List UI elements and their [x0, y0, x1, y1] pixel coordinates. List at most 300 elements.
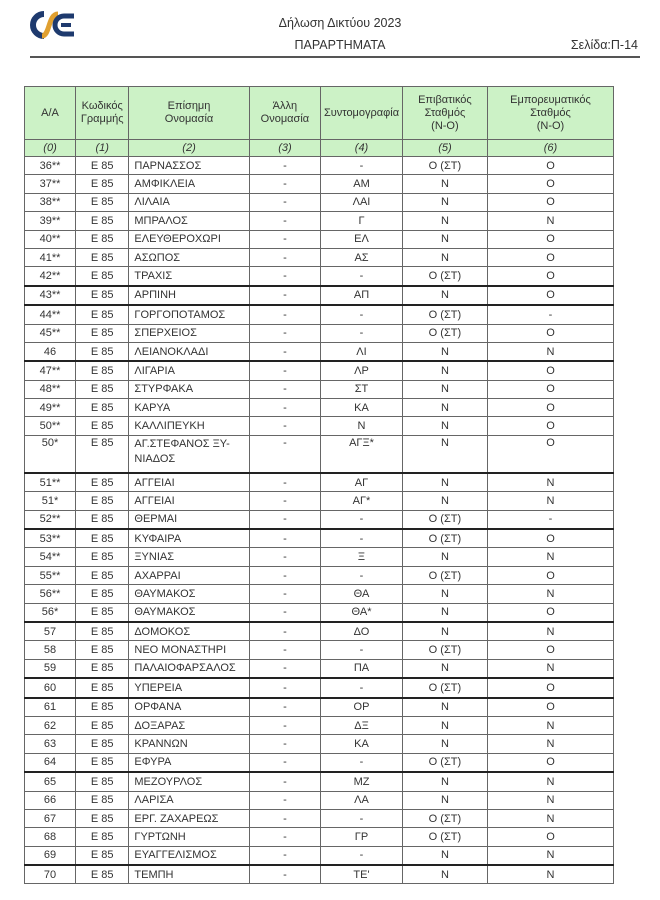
other-name-cell: -	[249, 342, 320, 361]
other-name-cell: -	[249, 473, 320, 492]
line-code-cell: Ε 85	[76, 828, 129, 846]
line-code-cell: Ε 85	[76, 157, 129, 175]
abbreviation-cell: ΛΑ	[321, 791, 403, 809]
column-header-freight-station	[487, 87, 613, 140]
official-name-cell: ΜΕΖΟΥΡΛΟΣ	[129, 772, 249, 791]
freight-cell: Ν	[487, 342, 613, 361]
official-name-cell: ΞΥΝΙΑΣ	[129, 548, 249, 566]
aa-cell: 49**	[25, 399, 76, 417]
table-row	[25, 342, 614, 361]
passenger-cell: Ν	[402, 248, 487, 266]
freight-cell: Ν	[487, 791, 613, 809]
column-header-aa	[25, 87, 76, 140]
table-row	[25, 324, 614, 342]
passenger-cell: Ν	[402, 230, 487, 248]
table-row	[25, 622, 614, 641]
abbreviation-cell: -	[321, 641, 403, 659]
column-header-text: Άλλη	[272, 100, 298, 112]
column-header-official-name	[129, 87, 249, 140]
passenger-cell: Ν	[402, 212, 487, 230]
column-header-text: Επιβατικός	[418, 93, 472, 106]
passenger-cell: Ν	[402, 846, 487, 865]
freight-cell: Ν	[487, 548, 613, 566]
other-name-cell: -	[249, 175, 320, 193]
column-index-passenger-station: (5)	[402, 140, 487, 157]
freight-cell: Ν	[487, 492, 613, 510]
other-name-cell: -	[249, 772, 320, 791]
table-row	[25, 267, 614, 286]
line-code-cell: Ε 85	[76, 809, 129, 827]
abbreviation-cell: ΚΑ	[321, 735, 403, 753]
aa-cell: 42**	[25, 267, 76, 286]
passenger-cell: Ν	[402, 492, 487, 510]
official-name-cell: ΣΠΕΡΧΕΙΟΣ	[129, 324, 249, 342]
aa-cell: 46	[25, 342, 76, 361]
passenger-cell: Ν	[402, 865, 487, 884]
official-name-cell: ΓΟΡΓΟΠΟΤΑΜΟΣ	[129, 305, 249, 324]
line-code-cell: Ε 85	[76, 865, 129, 884]
official-name-cell: ΑΓΓΕΙΑΙ	[129, 492, 249, 510]
index-row	[25, 140, 614, 157]
column-index-official-name: (2)	[129, 140, 249, 157]
aa-cell: 39**	[25, 212, 76, 230]
aa-cell: 48**	[25, 380, 76, 398]
line-code-cell: Ε 85	[76, 735, 129, 753]
column-header-text: Ονομασία	[164, 113, 214, 125]
other-name-cell: -	[249, 585, 320, 603]
official-name-cell: ΟΡΦΑΝΑ	[129, 698, 249, 717]
line-code-cell: Ε 85	[76, 566, 129, 584]
table-row	[25, 417, 614, 435]
column-header-text: Σταθμός	[424, 106, 466, 119]
column-header-text: Α/Α	[41, 106, 59, 119]
abbreviation-cell: ΛΑΙ	[321, 193, 403, 211]
abbreviation-cell: ΛΡ	[321, 361, 403, 380]
aa-cell: 36**	[25, 157, 76, 175]
line-code-cell: Ε 85	[76, 248, 129, 266]
other-name-cell: -	[249, 828, 320, 846]
line-code-cell: Ε 85	[76, 510, 129, 529]
other-name-cell: -	[249, 399, 320, 417]
line-code-cell: Ε 85	[76, 772, 129, 791]
passenger-cell: Ο (ΣΤ)	[402, 641, 487, 659]
official-name-cell: ΛΕΙΑΝΟΚΛΑΔΙ	[129, 342, 249, 361]
passenger-cell: Ν	[402, 716, 487, 734]
official-name-cell: ΘΑΥΜΑΚΟΣ	[129, 585, 249, 603]
abbreviation-cell: ΕΛ	[321, 230, 403, 248]
other-name-cell: -	[249, 566, 320, 584]
official-name-cell: ΤΡΑΧΙΣ	[129, 267, 249, 286]
freight-cell: Ν	[487, 735, 613, 753]
column-header-text: (Ν-Ο)	[536, 119, 565, 132]
aa-cell: 61	[25, 698, 76, 717]
freight-cell: Ν	[487, 212, 613, 230]
passenger-cell: Ν	[402, 361, 487, 380]
abbreviation-cell: ΠΑ	[321, 659, 403, 678]
aa-cell: 44**	[25, 305, 76, 324]
official-name-cell: ΛΑΡΙΣΑ	[129, 791, 249, 809]
freight-cell: Ν	[487, 846, 613, 865]
passenger-cell: Ο (ΣΤ)	[402, 324, 487, 342]
passenger-cell: Ν	[402, 791, 487, 809]
passenger-cell: Ν	[402, 735, 487, 753]
aa-cell: 66	[25, 791, 76, 809]
table-row	[25, 846, 614, 865]
other-name-cell: -	[249, 157, 320, 175]
other-name-cell: -	[249, 865, 320, 884]
line-code-cell: Ε 85	[76, 641, 129, 659]
official-name-cell: ΔΟΞΑΡΑΣ	[129, 716, 249, 734]
line-code-cell: Ε 85	[76, 585, 129, 603]
freight-cell: Ο	[487, 248, 613, 266]
passenger-cell: Ν	[402, 622, 487, 641]
line-code-cell: Ε 85	[76, 791, 129, 809]
freight-cell: Ν	[487, 473, 613, 492]
line-code-cell: Ε 85	[76, 417, 129, 435]
table-row	[25, 809, 614, 827]
aa-cell: 40**	[25, 230, 76, 248]
table-row	[25, 230, 614, 248]
official-name-cell: ΑΡΠΙΝΗ	[129, 286, 249, 305]
passenger-cell: Ν	[402, 286, 487, 305]
table-row	[25, 492, 614, 510]
official-name-cell: ΚΑΡΥΑ	[129, 399, 249, 417]
freight-cell: Ο	[487, 361, 613, 380]
other-name-cell: -	[249, 659, 320, 678]
passenger-cell: Ν	[402, 473, 487, 492]
line-code-cell: Ε 85	[76, 678, 129, 697]
freight-cell: Ν	[487, 809, 613, 827]
abbreviation-cell: ΑΓ	[321, 473, 403, 492]
aa-cell: 67	[25, 809, 76, 827]
freight-cell: Ο	[487, 193, 613, 211]
line-code-cell: Ε 85	[76, 399, 129, 417]
table-row	[25, 585, 614, 603]
table-row	[25, 380, 614, 398]
other-name-cell: -	[249, 230, 320, 248]
abbreviation-cell: -	[321, 510, 403, 529]
column-header-other-name	[249, 87, 320, 140]
passenger-cell: Ν	[402, 698, 487, 717]
aa-cell: 65	[25, 772, 76, 791]
passenger-cell: Ν	[402, 659, 487, 678]
table-row	[25, 548, 614, 566]
table-row	[25, 473, 614, 492]
table-body	[25, 157, 614, 884]
line-code-cell: Ε 85	[76, 342, 129, 361]
official-name-cell: ΔΟΜΟΚΟΣ	[129, 622, 249, 641]
other-name-cell: -	[249, 492, 320, 510]
official-name-cell: ΚΡΑΝΝΩΝ	[129, 735, 249, 753]
passenger-cell: Ν	[402, 772, 487, 791]
other-name-cell: -	[249, 380, 320, 398]
line-code-cell: Ε 85	[76, 492, 129, 510]
freight-cell: -	[487, 510, 613, 529]
column-index-abbreviation: (4)	[321, 140, 403, 157]
other-name-cell: -	[249, 305, 320, 324]
line-code-cell: Ε 85	[76, 193, 129, 211]
abbreviation-cell: -	[321, 678, 403, 697]
freight-cell: Ο	[487, 435, 613, 473]
abbreviation-cell: ΑΜ	[321, 175, 403, 193]
aa-cell: 63	[25, 735, 76, 753]
table-row	[25, 435, 614, 473]
passenger-cell: Ο (ΣΤ)	[402, 809, 487, 827]
table-row	[25, 791, 614, 809]
table-row	[25, 212, 614, 230]
passenger-cell: Ν	[402, 585, 487, 603]
line-code-cell: Ε 85	[76, 286, 129, 305]
document-subtitle: ΠΑΡΑΡΤΗΜΑΤΑ	[294, 38, 386, 52]
abbreviation-cell: ΓΡ	[321, 828, 403, 846]
official-name-cell: ΚΥΦΑΙΡΑ	[129, 529, 249, 548]
line-code-cell: Ε 85	[76, 716, 129, 734]
table-row	[25, 659, 614, 678]
aa-cell: 68	[25, 828, 76, 846]
freight-cell: Ο	[487, 566, 613, 584]
passenger-cell: Ν	[402, 399, 487, 417]
aa-cell: 55**	[25, 566, 76, 584]
aa-cell: 70	[25, 865, 76, 884]
other-name-cell: -	[249, 716, 320, 734]
table-row	[25, 698, 614, 717]
other-name-cell: -	[249, 248, 320, 266]
table-row	[25, 641, 614, 659]
official-name-cell: ΓΥΡΤΩΝΗ	[129, 828, 249, 846]
line-code-cell: Ε 85	[76, 603, 129, 622]
aa-cell: 43**	[25, 286, 76, 305]
passenger-cell: Ν	[402, 417, 487, 435]
official-name-cell: ΑΓ.ΣΤΕΦΑΝΟΣ ΞΥ-ΝΙΑΔΟΣ	[129, 435, 249, 473]
passenger-cell: Ν	[402, 193, 487, 211]
passenger-cell: Ο (ΣΤ)	[402, 267, 487, 286]
abbreviation-cell: Ξ	[321, 548, 403, 566]
other-name-cell: -	[249, 622, 320, 641]
passenger-cell: Ν	[402, 435, 487, 473]
abbreviation-cell: -	[321, 324, 403, 342]
official-name-cell: ΛΙΓΑΡΙΑ	[129, 361, 249, 380]
abbreviation-cell: Γ	[321, 212, 403, 230]
passenger-cell: Ο (ΣΤ)	[402, 510, 487, 529]
official-name-cell: ΕΡΓ. ΖΑΧΑΡΕΩΣ	[129, 809, 249, 827]
freight-cell: Ο	[487, 603, 613, 622]
line-code-cell: Ε 85	[76, 230, 129, 248]
abbreviation-cell: ΑΓΞ*	[321, 435, 403, 473]
other-name-cell: -	[249, 791, 320, 809]
line-code-cell: Ε 85	[76, 659, 129, 678]
column-header-text: Συντομογραφία	[323, 106, 400, 119]
aa-cell: 37**	[25, 175, 76, 193]
stations-table	[24, 86, 614, 884]
official-name-cell: ΣΤΥΡΦΑΚΑ	[129, 380, 249, 398]
table-row	[25, 716, 614, 734]
line-code-cell: Ε 85	[76, 361, 129, 380]
column-header-text: Γραμμής	[80, 113, 124, 125]
other-name-cell: -	[249, 510, 320, 529]
abbreviation-cell: ΘΑ*	[321, 603, 403, 622]
freight-cell: Ο	[487, 698, 613, 717]
abbreviation-cell: -	[321, 809, 403, 827]
column-header-passenger-station	[402, 87, 487, 140]
column-header-text: Επίσημη	[167, 100, 211, 112]
abbreviation-cell: -	[321, 267, 403, 286]
header-divider	[30, 56, 640, 58]
other-name-cell: -	[249, 193, 320, 211]
other-name-cell: -	[249, 324, 320, 342]
table-row	[25, 286, 614, 305]
header-row	[25, 87, 614, 140]
table-row	[25, 399, 614, 417]
line-code-cell: Ε 85	[76, 380, 129, 398]
other-name-cell: -	[249, 417, 320, 435]
table-row	[25, 678, 614, 697]
freight-cell: Ο	[487, 324, 613, 342]
official-name-cell: ΜΠΡΑΛΟΣ	[129, 212, 249, 230]
line-code-cell: Ε 85	[76, 753, 129, 772]
abbreviation-cell: ΛΙ	[321, 342, 403, 361]
freight-cell: Ο	[487, 380, 613, 398]
official-name-cell: ΑΧΑΡΡΑΙ	[129, 566, 249, 584]
passenger-cell: Ν	[402, 380, 487, 398]
aa-cell: 58	[25, 641, 76, 659]
column-index-line-code: (1)	[76, 140, 129, 157]
other-name-cell: -	[249, 735, 320, 753]
aa-cell: 51**	[25, 473, 76, 492]
passenger-cell: Ο (ΣΤ)	[402, 753, 487, 772]
aa-cell: 50**	[25, 417, 76, 435]
freight-cell: Ν	[487, 622, 613, 641]
table-row	[25, 735, 614, 753]
freight-cell: Ν	[487, 585, 613, 603]
abbreviation-cell: -	[321, 566, 403, 584]
freight-cell: Ο	[487, 399, 613, 417]
table-row	[25, 753, 614, 772]
aa-cell: 57	[25, 622, 76, 641]
line-code-cell: Ε 85	[76, 846, 129, 865]
abbreviation-cell: ΜΖ	[321, 772, 403, 791]
passenger-cell: Ν	[402, 548, 487, 566]
freight-cell: Ο	[487, 641, 613, 659]
passenger-cell: Ν	[402, 175, 487, 193]
aa-cell: 50*	[25, 435, 76, 473]
other-name-cell: -	[249, 548, 320, 566]
line-code-cell: Ε 85	[76, 175, 129, 193]
line-code-cell: Ε 85	[76, 435, 129, 473]
line-code-cell: Ε 85	[76, 548, 129, 566]
aa-cell: 56**	[25, 585, 76, 603]
passenger-cell: Ν	[402, 342, 487, 361]
official-name-cell: ΕΦΥΡΑ	[129, 753, 249, 772]
document-title: Δήλωση Δικτύου 2023	[278, 16, 402, 30]
line-code-cell: Ε 85	[76, 212, 129, 230]
freight-cell: Ο	[487, 678, 613, 697]
freight-cell: Ν	[487, 772, 613, 791]
line-code-cell: Ε 85	[76, 305, 129, 324]
abbreviation-cell: ΤΕ'	[321, 865, 403, 884]
line-code-cell: Ε 85	[76, 698, 129, 717]
official-name-cell: ΑΓΓΕΙΑΙ	[129, 473, 249, 492]
other-name-cell: -	[249, 603, 320, 622]
aa-cell: 38**	[25, 193, 76, 211]
other-name-cell: -	[249, 698, 320, 717]
passenger-cell: Ο (ΣΤ)	[402, 566, 487, 584]
aa-cell: 59	[25, 659, 76, 678]
column-index-aa: (0)	[25, 140, 76, 157]
aa-cell: 64	[25, 753, 76, 772]
abbreviation-cell: -	[321, 157, 403, 175]
other-name-cell: -	[249, 267, 320, 286]
other-name-cell: -	[249, 361, 320, 380]
aa-cell: 69	[25, 846, 76, 865]
official-name-cell: ΠΑΡΝΑΣΣΟΣ	[129, 157, 249, 175]
abbreviation-cell: ΑΠ	[321, 286, 403, 305]
official-name-cell: ΑΜΦΙΚΛΕΙΑ	[129, 175, 249, 193]
aa-cell: 54**	[25, 548, 76, 566]
official-name-cell: ΚΑΛΛΙΠΕΥΚΗ	[129, 417, 249, 435]
other-name-cell: -	[249, 286, 320, 305]
freight-cell: Ο	[487, 417, 613, 435]
freight-cell: Ν	[487, 716, 613, 734]
abbreviation-cell: ΣΤ	[321, 380, 403, 398]
freight-cell: -	[487, 305, 613, 324]
line-code-cell: Ε 85	[76, 529, 129, 548]
abbreviation-cell: ΑΣ	[321, 248, 403, 266]
aa-cell: 60	[25, 678, 76, 697]
abbreviation-cell: ΘΑ	[321, 585, 403, 603]
abbreviation-cell: ΔΞ	[321, 716, 403, 734]
table-row	[25, 193, 614, 211]
freight-cell: Ο	[487, 828, 613, 846]
official-name-cell: ΛΙΛΑΙΑ	[129, 193, 249, 211]
official-name-cell: ΘΑΥΜΑΚΟΣ	[129, 603, 249, 622]
aa-cell: 52**	[25, 510, 76, 529]
table-row	[25, 772, 614, 791]
other-name-cell: -	[249, 753, 320, 772]
passenger-cell: Ο (ΣΤ)	[402, 305, 487, 324]
abbreviation-cell: -	[321, 305, 403, 324]
other-name-cell: -	[249, 678, 320, 697]
abbreviation-cell: ΔΟ	[321, 622, 403, 641]
table-row	[25, 157, 614, 175]
abbreviation-cell: -	[321, 753, 403, 772]
aa-cell: 51*	[25, 492, 76, 510]
column-index-freight-station: (6)	[487, 140, 613, 157]
table-row	[25, 828, 614, 846]
other-name-cell: -	[249, 212, 320, 230]
other-name-cell: -	[249, 641, 320, 659]
other-name-cell: -	[249, 529, 320, 548]
column-header-text: Σταθμός	[530, 106, 571, 119]
official-name-cell: ΠΑΛΑΙΟΦΑΡΣΑΛΟΣ	[129, 659, 249, 678]
table-row	[25, 603, 614, 622]
passenger-cell: Ο (ΣΤ)	[402, 529, 487, 548]
line-code-cell: Ε 85	[76, 473, 129, 492]
freight-cell: Ο	[487, 529, 613, 548]
official-name-cell: ΕΛΕΥΘΕΡΟΧΩΡΙ	[129, 230, 249, 248]
column-header-text: (Ν-Ο)	[431, 119, 459, 132]
aa-cell: 56*	[25, 603, 76, 622]
abbreviation-cell: ΟΡ	[321, 698, 403, 717]
page-number: Σελίδα:Π-14	[570, 38, 638, 52]
freight-cell: Ο	[487, 230, 613, 248]
official-name-cell: ΕΥΑΓΓΕΛΙΣΜΟΣ	[129, 846, 249, 865]
passenger-cell: Ο (ΣΤ)	[402, 157, 487, 175]
other-name-cell: -	[249, 846, 320, 865]
passenger-cell: Ο (ΣΤ)	[402, 678, 487, 697]
table-row	[25, 566, 614, 584]
table-row	[25, 361, 614, 380]
column-header-text: Κωδικός	[81, 100, 123, 112]
